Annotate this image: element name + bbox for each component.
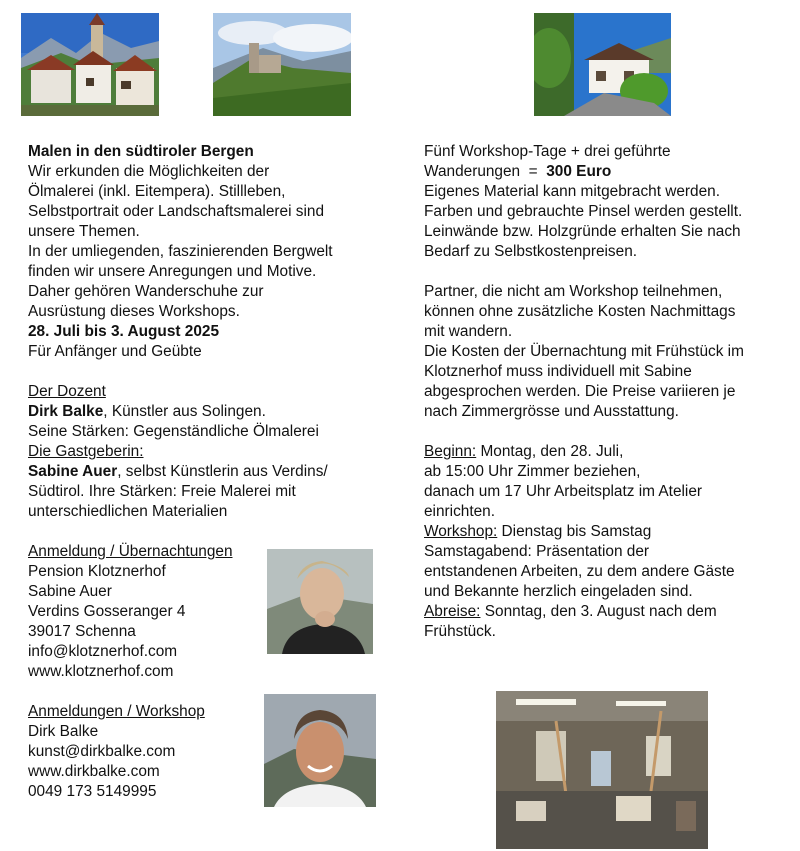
workshop-contact-line: Dirk Balke [28, 723, 99, 740]
audience: Für Anfänger und Geübte [28, 343, 202, 360]
workshop-line [424, 522, 744, 542]
partner-line: Klotznerhof muss individuell mit Sabine [424, 363, 692, 380]
price-line: Fünf Workshop-Tage + drei geführte [424, 143, 671, 160]
depart-text: Sonntag, den 3. August nach dem [480, 603, 717, 620]
workshop-contact-website[interactable]: www.dirkbalke.com [28, 763, 160, 780]
workshop-line: und Bekannte herzlich eingeladen sind. [424, 583, 693, 600]
begin-line: danach um 17 Uhr Arbeitsplatz im Atelier [424, 483, 703, 500]
host-desc: , selbst Künstlerin aus Verdins/ [117, 463, 328, 480]
photo-castle [213, 13, 351, 116]
intro-line: Daher gehören Wanderschuhe zur [28, 283, 264, 300]
photo-atelier [496, 691, 708, 849]
material-line: Farben und gebrauchte Pinsel werden gestellt. [424, 203, 743, 220]
depart-label: Abreise: [424, 603, 481, 620]
lodging-line: Pension Klotznerhof [28, 563, 166, 580]
partner-line: nach Zimmergrösse und Ausstattung. [424, 403, 679, 420]
workshop-line: Samstagabend: Präsentation der [424, 543, 650, 560]
lodging-website[interactable]: www.klotznerhof.com [28, 663, 174, 680]
lodging-email[interactable]: info@klotznerhof.com [28, 643, 178, 660]
workshop-contact-email[interactable]: kunst@dirkbalke.com [28, 743, 176, 760]
partner-line: mit wandern. [424, 323, 513, 340]
material-line: Bedarf zu Selbstkostenpreisen. [424, 243, 638, 260]
depart-line: Frühstück. [424, 623, 496, 640]
begin-line: ab 15:00 Uhr Zimmer beziehen, [424, 463, 641, 480]
intro-line: Ausrüstung dieses Workshops. [28, 303, 240, 320]
intro-line: Ölmalerei (inkl. Eitempera). Stillleben, [28, 183, 286, 200]
partner-line: können ohne zusätzliche Kosten Nachmittags [424, 303, 736, 320]
partner-line: Partner, die nicht am Workshop teilnehmen, [424, 283, 723, 300]
intro-line: unsere Themen. [28, 223, 140, 240]
lodging-line: 39017 Schenna [28, 623, 136, 640]
workshop-contact-phone: 0049 173 5149995 [28, 783, 157, 800]
intro-line: Wir erkunden die Möglichkeiten der [28, 163, 270, 180]
partner-line: abgesprochen werden. Die Preise variieren je [424, 383, 736, 400]
lodging-line: Sabine Auer [28, 583, 112, 600]
workshop-line: entstandenen Arbeiten, zu dem andere Gäste [424, 563, 735, 580]
host-desc: unterschiedlichen Materialien [28, 503, 228, 520]
intro-line: In der umliegenden, faszinierenden Bergwelt [28, 243, 333, 260]
workshop-dates: 28. Juli bis 3. August 2025 [28, 323, 220, 340]
begin-line: einrichten. [424, 503, 496, 520]
begin-line [424, 442, 744, 462]
price-line [424, 162, 744, 182]
workshop-label: Workshop: [424, 523, 498, 540]
right-column [424, 142, 744, 642]
intro-line: Selbstportrait oder Landschaftsmalerei sind [28, 203, 324, 220]
teacher-name: Dirk Balke [28, 403, 104, 420]
material-line: Leinwände bzw. Holzgründe erhalten Sie nach [424, 223, 741, 240]
photo-village [21, 13, 159, 116]
page-title: Malen in den südtiroler Bergen [28, 143, 254, 160]
lodging-heading: Anmeldung / Übernachtungen [28, 543, 233, 560]
depart-line [424, 602, 744, 622]
price-amount: 300 Euro [546, 163, 612, 180]
host-line [28, 462, 333, 482]
host-heading: Die Gastgeberin: [28, 443, 144, 460]
workshop-contact-heading: Anmeldungen / Workshop [28, 703, 205, 720]
photo-pension [534, 13, 671, 116]
begin-text: Montag, den 28. Juli, [476, 443, 624, 460]
host-desc: Südtirol. Ihre Stärken: Freie Malerei mit [28, 483, 296, 500]
material-line: Eigenes Material kann mitgebracht werden. [424, 183, 720, 200]
partner-line: Die Kosten der Übernachtung mit Frühstück im [424, 343, 744, 360]
lodging-line: Verdins Gosseranger 4 [28, 603, 186, 620]
host-name: Sabine Auer [28, 463, 118, 480]
teacher-desc: , Künstler aus Solingen. [103, 403, 266, 420]
teacher-line [28, 402, 333, 422]
price-label: Wanderungen = [424, 163, 547, 180]
begin-label: Beginn: [424, 443, 477, 460]
teacher-strengths: Seine Stärken: Gegenständliche Ölmalerei [28, 423, 319, 440]
left-column [28, 142, 333, 802]
teacher-heading: Der Dozent [28, 383, 106, 400]
intro-line: finden wir unsere Anregungen und Motive. [28, 263, 317, 280]
workshop-text: Dienstag bis Samstag [497, 523, 652, 540]
